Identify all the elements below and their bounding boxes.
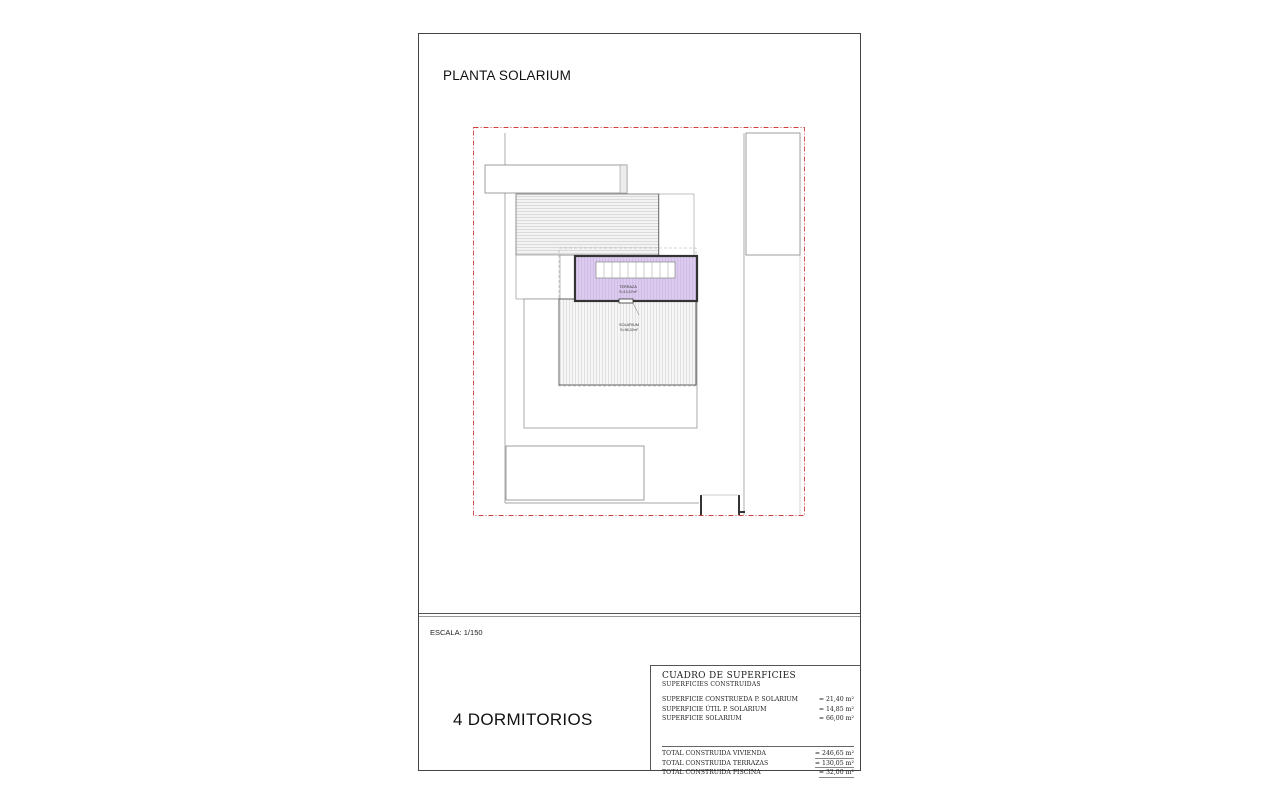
surface-row-label: SUPERFICIE CONSTRUEDA P. SOLARIUM [662,696,798,703]
total-row-label: TOTAL CONSTRUIDA TERRAZAS [662,759,769,767]
surface-row [662,695,854,705]
total-row-label: TOTAL CONSTRUIDA PISCINA [662,769,761,776]
surfaces-separator [662,746,854,747]
roof-area [516,194,659,255]
surfaces-totals [662,749,854,778]
gate [701,495,745,515]
surface-row-label: SUPERFICIE SOLARIUM [662,715,742,722]
entry-canopy [485,165,627,193]
total-row-value: = 246,65 m² [814,750,854,757]
surface-row-label: SUPERFICIE ÚTIL P. SOLARIUM [662,705,767,713]
staircase [596,262,675,278]
total-row-label: TOTAL CONSTRUIDA VIVIENDA [662,750,767,757]
total-row [662,759,854,769]
surfaces-subtitle: SUPERFICIES CONSTRUIDAS [662,681,761,688]
total-row [662,749,854,759]
plan-title: PLANTA SOLARIUM [443,68,572,83]
surfaces-rows [662,695,854,724]
surface-row [662,714,854,724]
drawing-sheet [418,33,861,776]
scale-label: ESCALA: 1/150 [430,628,483,637]
solarium-area: S=96,32m² [620,328,638,332]
surfaces-title: CUADRO DE SUPERFICIES [662,671,797,681]
terrace-area: S=13,47m² [619,290,637,294]
surface-row [662,705,854,715]
total-row-value: = 130,05 m² [814,759,854,767]
bedrooms-label: 4 DORMITORIOS [453,710,593,729]
total-row-value: = 32,00 m² [818,769,854,776]
solarium-deck [559,299,696,385]
total-row [662,768,854,778]
side-strip [746,133,800,255]
solarium-label: SOLARIUM [619,323,639,327]
sheet-divider-inner [419,616,860,617]
terrace-label: TERRAZA [619,285,637,289]
surface-row-value: = 21,40 m² [818,696,854,703]
surfaces-table [650,665,861,776]
surface-row-value: = 66,00 m² [818,715,854,722]
pool [506,446,644,500]
sheet-divider [419,613,860,614]
floor-plan [419,34,862,613]
surface-row-value: = 14,85 m² [818,705,854,713]
